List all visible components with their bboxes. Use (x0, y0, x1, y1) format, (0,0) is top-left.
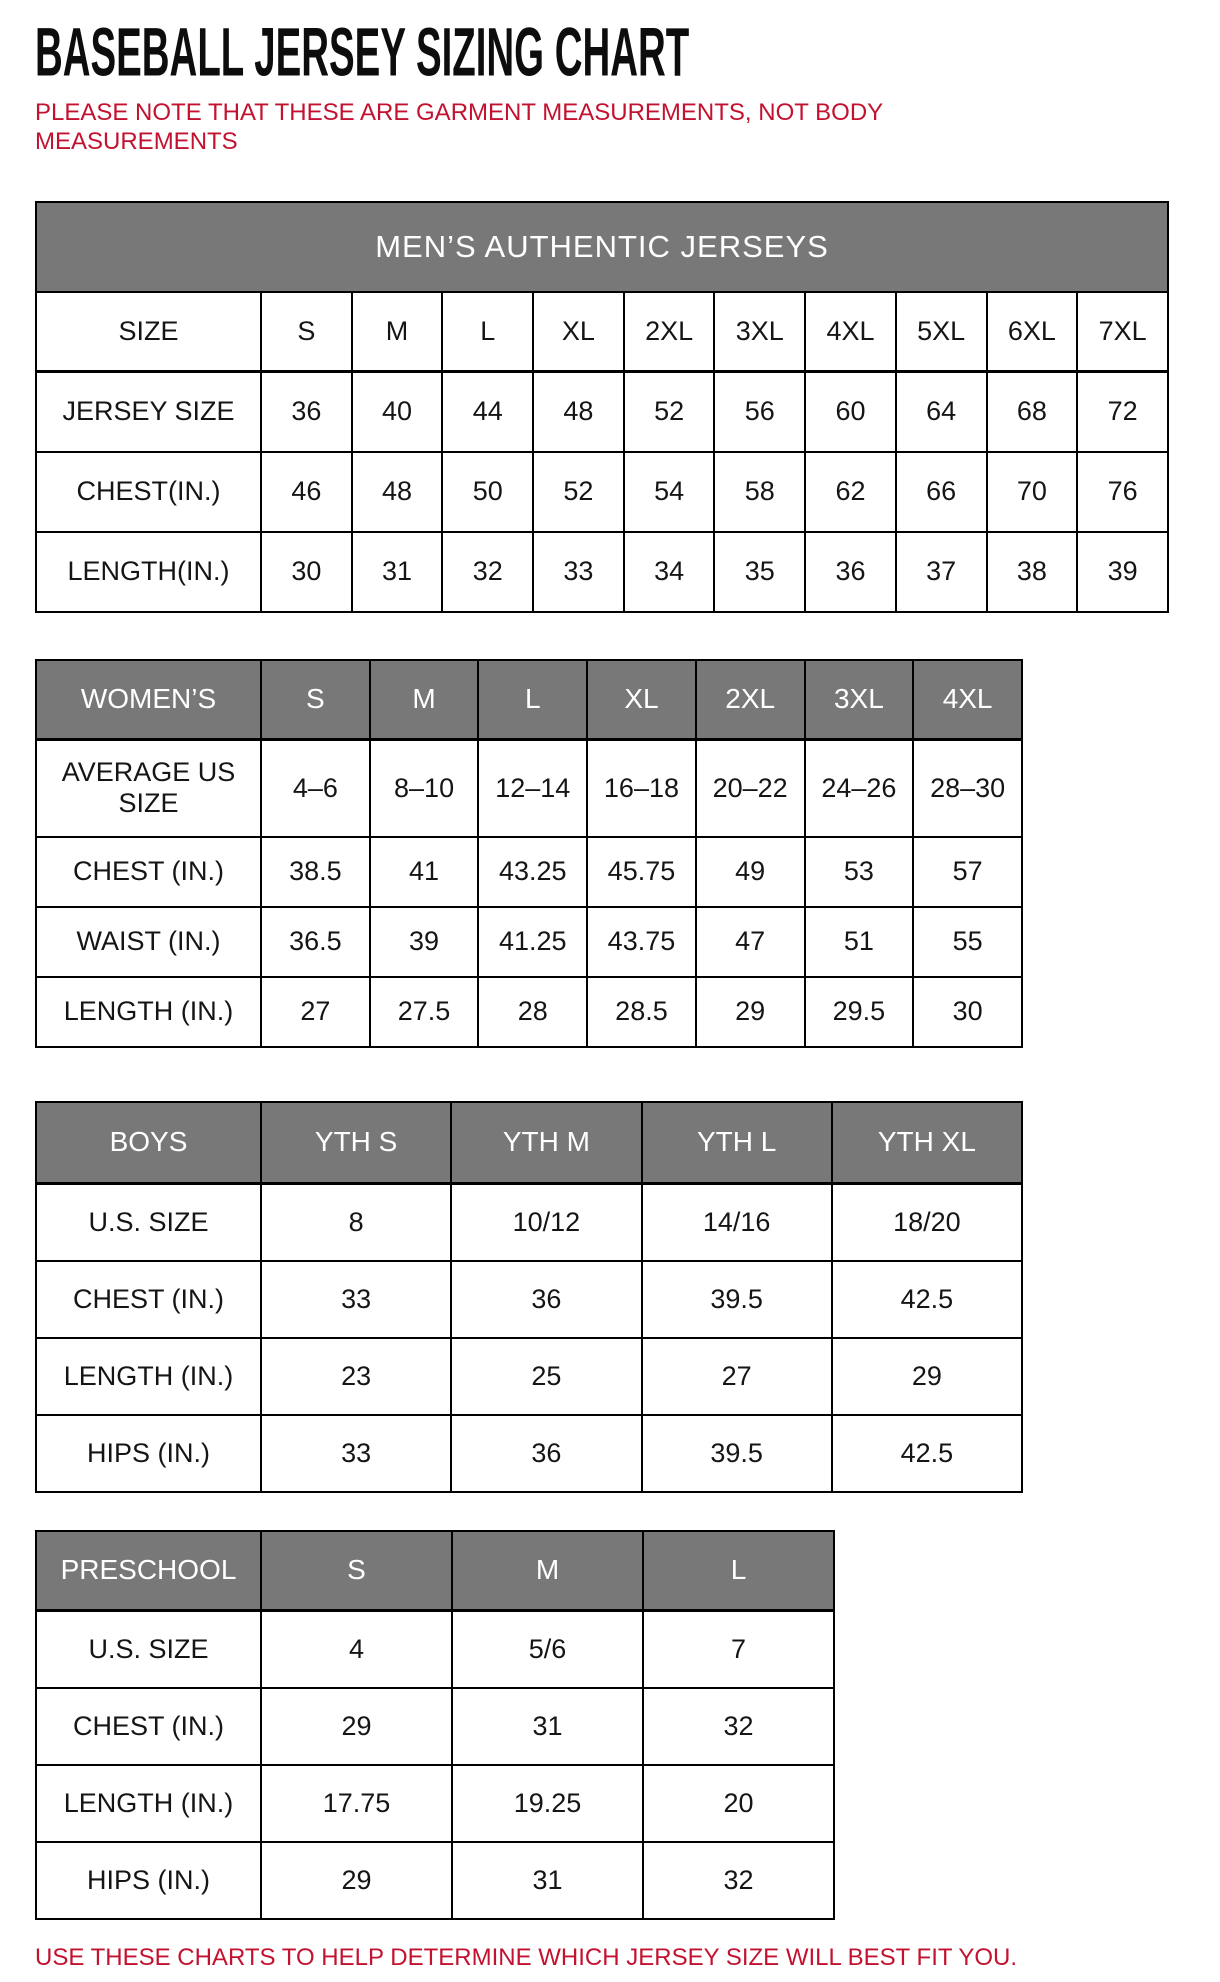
mens-measurement-row (36, 532, 1168, 612)
cell-value: 68 (987, 372, 1078, 452)
row-label: HIPS (IN.) (36, 1842, 261, 1919)
cell-value: 4–6 (261, 740, 370, 837)
mens-banner-row (36, 202, 1168, 292)
womens-column-header: 2XL (696, 660, 805, 740)
cell-value: 40 (352, 372, 443, 452)
row-label: LENGTH(IN.) (36, 532, 261, 612)
womens-column-header: 4XL (913, 660, 1022, 740)
boys-corner-label: BOYS (36, 1102, 261, 1184)
mens-corner-label: SIZE (36, 292, 261, 372)
cell-value: 44 (442, 372, 533, 452)
cell-value: 29 (261, 1842, 452, 1919)
cell-value: 36 (451, 1261, 641, 1338)
fit-advice-note: USE THESE CHARTS TO HELP DETERMINE WHICH JERSEY SIZE WILL BEST FIT YOU. (35, 1943, 1018, 1971)
cell-value: 27 (642, 1338, 832, 1415)
cell-value: 33 (261, 1261, 451, 1338)
cell-value: 36 (451, 1415, 641, 1492)
row-label: HIPS (IN.) (36, 1415, 261, 1492)
preschool-measurement-row (36, 1765, 834, 1842)
cell-value: 36.5 (261, 907, 370, 977)
cell-value: 17.75 (261, 1765, 452, 1842)
preschool-sizing-table-section (35, 1530, 1190, 1920)
cell-value: 56 (714, 372, 805, 452)
mens-column-header: S (261, 292, 352, 372)
cell-value: 29 (696, 977, 805, 1047)
row-label: JERSEY SIZE (36, 372, 261, 452)
cell-value: 48 (352, 452, 443, 532)
cell-value: 8 (261, 1184, 451, 1261)
cell-value: 47 (696, 907, 805, 977)
cell-value: 46 (261, 452, 352, 532)
cell-value: 42.5 (832, 1415, 1022, 1492)
cell-value: 28–30 (913, 740, 1022, 837)
row-label: LENGTH (IN.) (36, 977, 261, 1047)
row-label: LENGTH (IN.) (36, 1338, 261, 1415)
mens-measurement-row (36, 452, 1168, 532)
cell-value: 38 (987, 532, 1078, 612)
row-label: WAIST (IN.) (36, 907, 261, 977)
cell-value: 27 (261, 977, 370, 1047)
cell-value: 52 (624, 372, 715, 452)
cell-value: 20 (643, 1765, 834, 1842)
cell-value: 36 (261, 372, 352, 452)
cell-value: 41.25 (478, 907, 587, 977)
cell-value: 66 (896, 452, 987, 532)
cell-value: 30 (913, 977, 1022, 1047)
row-label: CHEST(IN.) (36, 452, 261, 532)
womens-column-header: 3XL (805, 660, 914, 740)
cell-value: 31 (452, 1842, 643, 1919)
preschool-column-header: S (261, 1531, 452, 1611)
preschool-column-header: M (452, 1531, 643, 1611)
boys-measurement-row (36, 1184, 1022, 1261)
cell-value: 14/16 (642, 1184, 832, 1261)
boys-sizing-table-section (35, 1101, 1190, 1493)
mens-column-header: M (352, 292, 443, 372)
row-label: CHEST (IN.) (36, 837, 261, 907)
cell-value: 23 (261, 1338, 451, 1415)
mens-column-header: 5XL (896, 292, 987, 372)
cell-value: 55 (913, 907, 1022, 977)
cell-value: 39 (370, 907, 479, 977)
cell-value: 35 (714, 532, 805, 612)
cell-value: 43.75 (587, 907, 696, 977)
cell-value: 5/6 (452, 1611, 643, 1688)
preschool-measurement-row (36, 1842, 834, 1919)
cell-value: 41 (370, 837, 479, 907)
cell-value: 60 (805, 372, 896, 452)
mens-sizing-table (35, 201, 1169, 613)
cell-value: 58 (714, 452, 805, 532)
cell-value: 39 (1077, 532, 1168, 612)
cell-value: 20–22 (696, 740, 805, 837)
cell-value: 39.5 (642, 1415, 832, 1492)
cell-value: 43.25 (478, 837, 587, 907)
cell-value: 53 (805, 837, 914, 907)
mens-measurement-row (36, 372, 1168, 452)
row-label: LENGTH (IN.) (36, 1765, 261, 1842)
womens-column-header: XL (587, 660, 696, 740)
cell-value: 49 (696, 837, 805, 907)
preschool-corner-label: PRESCHOOL (36, 1531, 261, 1611)
cell-value: 7 (643, 1611, 834, 1688)
mens-banner-title: MEN’S AUTHENTIC JERSEYS (36, 202, 1168, 292)
cell-value: 30 (261, 532, 352, 612)
boys-column-header: YTH M (451, 1102, 641, 1184)
womens-measurement-row (36, 740, 1022, 837)
cell-value: 32 (442, 532, 533, 612)
cell-value: 27.5 (370, 977, 479, 1047)
cell-value: 34 (624, 532, 715, 612)
cell-value: 29 (832, 1338, 1022, 1415)
preschool-column-header: L (643, 1531, 834, 1611)
mens-column-header: 3XL (714, 292, 805, 372)
cell-value: 38.5 (261, 837, 370, 907)
cell-value: 70 (987, 452, 1078, 532)
mens-column-header: 4XL (805, 292, 896, 372)
cell-value: 28 (478, 977, 587, 1047)
cell-value: 76 (1077, 452, 1168, 532)
womens-measurement-row (36, 837, 1022, 907)
cell-value: 39.5 (642, 1261, 832, 1338)
row-label: U.S. SIZE (36, 1611, 261, 1688)
mens-size-header-row (36, 292, 1168, 372)
boys-column-header: YTH L (642, 1102, 832, 1184)
cell-value: 10/12 (451, 1184, 641, 1261)
preschool-size-header-row (36, 1531, 834, 1611)
cell-value: 18/20 (832, 1184, 1022, 1261)
cell-value: 31 (452, 1688, 643, 1765)
boys-size-header-row (36, 1102, 1022, 1184)
cell-value: 54 (624, 452, 715, 532)
cell-value: 19.25 (452, 1765, 643, 1842)
mens-authentic-jerseys-table-section (35, 201, 1190, 613)
cell-value: 33 (533, 532, 624, 612)
cell-value: 37 (896, 532, 987, 612)
row-label: AVERAGE US SIZE (36, 740, 261, 837)
cell-value: 32 (643, 1688, 834, 1765)
womens-column-header: L (478, 660, 587, 740)
cell-value: 32 (643, 1842, 834, 1919)
cell-value: 12–14 (478, 740, 587, 837)
cell-value: 4 (261, 1611, 452, 1688)
mens-column-header: 6XL (987, 292, 1078, 372)
womens-measurement-row (36, 977, 1022, 1047)
cell-value: 8–10 (370, 740, 479, 837)
preschool-measurement-row (36, 1688, 834, 1765)
womens-sizing-table-section (35, 659, 1190, 1048)
cell-value: 25 (451, 1338, 641, 1415)
cell-value: 16–18 (587, 740, 696, 837)
womens-size-header-row (36, 660, 1022, 740)
boys-column-header: YTH XL (832, 1102, 1022, 1184)
cell-value: 28.5 (587, 977, 696, 1047)
mens-column-header: 7XL (1077, 292, 1168, 372)
boys-column-header: YTH S (261, 1102, 451, 1184)
womens-column-header: S (261, 660, 370, 740)
cell-value: 52 (533, 452, 624, 532)
cell-value: 45.75 (587, 837, 696, 907)
womens-corner-label: WOMEN’S (36, 660, 261, 740)
page-title-text: BASEBALL JERSEY SIZING CHART (35, 15, 690, 92)
womens-column-header: M (370, 660, 479, 740)
garment-measurement-note: PLEASE NOTE THAT THESE ARE GARMENT MEASUREMENTS, NOT BODY MEASUREMENTS (35, 99, 883, 155)
mens-column-header: 2XL (624, 292, 715, 372)
row-label: CHEST (IN.) (36, 1261, 261, 1338)
row-label: U.S. SIZE (36, 1184, 261, 1261)
cell-value: 29.5 (805, 977, 914, 1047)
cell-value: 62 (805, 452, 896, 532)
preschool-measurement-row (36, 1611, 834, 1688)
cell-value: 51 (805, 907, 914, 977)
row-label: CHEST (IN.) (36, 1688, 261, 1765)
cell-value: 36 (805, 532, 896, 612)
womens-sizing-table (35, 659, 1023, 1048)
cell-value: 48 (533, 372, 624, 452)
cell-value: 42.5 (832, 1261, 1022, 1338)
cell-value: 50 (442, 452, 533, 532)
mens-column-header: L (442, 292, 533, 372)
boys-measurement-row (36, 1415, 1022, 1492)
boys-measurement-row (36, 1261, 1022, 1338)
preschool-sizing-table (35, 1530, 835, 1920)
cell-value: 31 (352, 532, 443, 612)
cell-value: 24–26 (805, 740, 914, 837)
boys-measurement-row (36, 1338, 1022, 1415)
cell-value: 64 (896, 372, 987, 452)
womens-measurement-row (36, 907, 1022, 977)
cell-value: 29 (261, 1688, 452, 1765)
mens-column-header: XL (533, 292, 624, 372)
cell-value: 33 (261, 1415, 451, 1492)
boys-sizing-table (35, 1101, 1023, 1493)
cell-value: 72 (1077, 372, 1168, 452)
page-title (35, 15, 1190, 92)
cell-value: 57 (913, 837, 1022, 907)
